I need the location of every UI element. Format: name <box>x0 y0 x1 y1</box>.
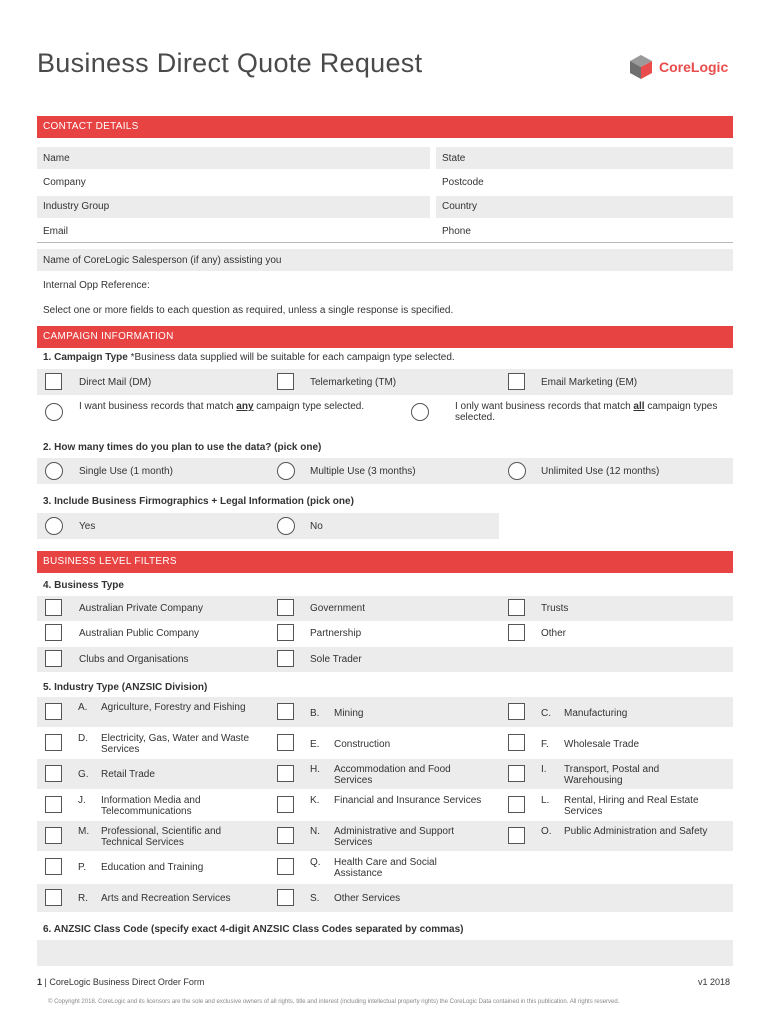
footer-version: v1 2018 <box>698 977 731 987</box>
public-company-checkbox[interactable] <box>45 624 62 641</box>
q4-label: 4. Business Type <box>43 580 124 591</box>
industry-j-checkbox[interactable] <box>45 796 62 813</box>
q1-label: 1. Campaign Type <box>43 352 128 363</box>
multiple-use-label: Multiple Use (3 months) <box>310 466 416 477</box>
footer-page-label <box>37 977 204 987</box>
industry-h-code: H. <box>310 764 320 775</box>
industry-q-checkbox[interactable] <box>277 858 294 875</box>
yes-label: Yes <box>79 521 96 532</box>
company-label: Company <box>43 177 86 188</box>
industry-m-checkbox[interactable] <box>45 827 62 844</box>
industry-e-label: Construction <box>334 739 391 750</box>
match-all-radio[interactable] <box>411 403 429 421</box>
other-label: Other <box>541 628 567 639</box>
state-label: State <box>442 153 466 164</box>
partnership-label: Partnership <box>310 628 362 639</box>
internal-ref-label: Internal Opp Reference: <box>43 280 150 291</box>
industry-i-code: I. <box>541 764 547 775</box>
match-all-label <box>455 401 733 423</box>
industry-o-code: O. <box>541 826 552 837</box>
industry-p-code: P. <box>78 862 87 873</box>
anzsic-code-field[interactable] <box>37 940 733 966</box>
public-company-label: Australian Public Company <box>79 628 200 639</box>
industry-l-label: Rental, Hiring and Real Estate Services <box>564 795 699 817</box>
sole-trader-checkbox[interactable] <box>277 650 294 667</box>
industry-a-checkbox[interactable] <box>45 703 62 720</box>
private-company-label: Australian Private Company <box>79 603 203 614</box>
industry-o-checkbox[interactable] <box>508 827 525 844</box>
industry-q-code: Q. <box>310 857 321 868</box>
instruction-text: Select one or more fields to each question as required, unless a single response is specified. <box>43 305 454 316</box>
q6-label: 6. ANZSIC Class Code (specify exact 4-digit ANZSIC Class Codes separated by commas) <box>43 924 464 935</box>
q1-text <box>43 352 455 363</box>
multiple-use-radio[interactable] <box>277 462 295 480</box>
government-checkbox[interactable] <box>277 599 294 616</box>
industry-k-label: Financial and Insurance Services <box>334 795 482 806</box>
industry-c-code: C. <box>541 708 551 719</box>
industry-d-label: Electricity, Gas, Water and Waste Services <box>101 733 250 755</box>
industry-j-label: Information Media and Telecommunications <box>101 795 201 817</box>
match-all-text-pre: I only want business records that match <box>455 401 634 412</box>
industry-b-label: Mining <box>334 708 364 719</box>
single-use-radio[interactable] <box>45 462 63 480</box>
form-name: | CoreLogic Business Direct Order Form <box>42 977 205 987</box>
industry-k-checkbox[interactable] <box>277 796 294 813</box>
match-any-text-pre: I want business records that match <box>79 401 237 412</box>
match-any-text-post: campaign type selected. <box>253 401 365 412</box>
industry-i-label: Transport, Postal and Warehousing <box>564 764 660 786</box>
logo-text: CoreLogic <box>659 59 729 75</box>
industry-r-code: R. <box>78 893 88 904</box>
name-field[interactable] <box>37 147 430 169</box>
industry-s-label: Other Services <box>334 893 401 904</box>
clubs-checkbox[interactable] <box>45 650 62 667</box>
industry-h-label: Accommodation and Food Services <box>334 764 451 786</box>
business-filters-header: BUSINESS LEVEL FILTERS <box>37 551 733 573</box>
divider <box>37 242 733 243</box>
partnership-checkbox[interactable] <box>277 624 294 641</box>
industry-b-code: B. <box>310 708 320 719</box>
q3-label: 3. Include Business Firmographics + Legal Information (pick one) <box>43 496 354 507</box>
industry-n-label: Administrative and Support Services <box>334 826 455 848</box>
industry-g-label: Retail Trade <box>101 769 155 780</box>
clubs-label: Clubs and Organisations <box>79 654 189 665</box>
match-all-text-post: campaign types selected. <box>455 401 718 423</box>
industry-p-checkbox[interactable] <box>45 858 62 875</box>
country-field[interactable] <box>436 196 733 218</box>
telemarketing-checkbox[interactable] <box>277 373 294 390</box>
industry-g-checkbox[interactable] <box>45 765 62 782</box>
country-label: Country <box>442 201 478 212</box>
q1-note: *Business data supplied will be suitable for each campaign type selected. <box>130 352 455 363</box>
industry-d-code: D. <box>78 733 88 744</box>
direct-mail-checkbox[interactable] <box>45 373 62 390</box>
industry-s-code: S. <box>310 893 320 904</box>
trusts-checkbox[interactable] <box>508 599 525 616</box>
q2-label: 2. How many times do you plan to use the data? (pick one) <box>43 442 322 453</box>
industry-j-code: J. <box>78 795 86 806</box>
industry-d-checkbox[interactable] <box>45 734 62 751</box>
trusts-label: Trusts <box>541 603 569 614</box>
match-any-radio[interactable] <box>45 403 63 421</box>
page-title: Business Direct Quote Request <box>37 48 423 78</box>
industry-c-checkbox[interactable] <box>508 703 525 720</box>
single-use-label: Single Use (1 month) <box>79 466 173 477</box>
match-any-word: any <box>236 401 254 412</box>
unlimited-use-label: Unlimited Use (12 months) <box>541 466 660 477</box>
private-company-checkbox[interactable] <box>45 599 62 616</box>
contact-details-header: CONTACT DETAILS <box>37 116 733 138</box>
industry-p-label: Education and Training <box>101 862 204 873</box>
no-label: No <box>310 521 323 532</box>
industry-h-checkbox[interactable] <box>277 765 294 782</box>
industry-e-checkbox[interactable] <box>277 734 294 751</box>
industry-r-label: Arts and Recreation Services <box>101 893 231 904</box>
industry-n-code: N. <box>310 826 320 837</box>
corelogic-cube-icon <box>628 54 654 80</box>
industry-o-label: Public Administration and Safety <box>564 826 708 837</box>
industry-a-code: A. <box>78 702 88 713</box>
industry-b-checkbox[interactable] <box>277 703 294 720</box>
industry-f-checkbox[interactable] <box>508 734 525 751</box>
corelogic-logo <box>628 52 738 82</box>
campaign-info-header: CAMPAIGN INFORMATION <box>37 326 733 348</box>
unlimited-use-radio[interactable] <box>508 462 526 480</box>
telemarketing-label: Telemarketing (TM) <box>310 377 397 388</box>
government-label: Government <box>310 603 366 614</box>
name-label: Name <box>43 153 70 164</box>
postcode-label: Postcode <box>442 177 484 188</box>
no-radio[interactable] <box>277 517 295 535</box>
match-any-label <box>79 401 379 412</box>
firmographics-row <box>37 513 499 539</box>
match-all-word: all <box>633 401 645 412</box>
state-field[interactable] <box>436 147 733 169</box>
industry-m-code: M. <box>78 826 90 837</box>
industry-group-label: Industry Group <box>43 201 110 212</box>
phone-label: Phone <box>442 226 471 237</box>
industry-m-label: Professional, Scientific and Technical Services <box>101 826 222 848</box>
industry-i-checkbox[interactable] <box>508 765 525 782</box>
industry-n-checkbox[interactable] <box>277 827 294 844</box>
yes-radio[interactable] <box>45 517 63 535</box>
page-number: 1 <box>37 977 43 987</box>
other-checkbox[interactable] <box>508 624 525 641</box>
industry-k-code: K. <box>310 795 320 806</box>
industry-l-code: L. <box>541 795 550 806</box>
industry-e-code: E. <box>310 739 320 750</box>
industry-s-checkbox[interactable] <box>277 889 294 906</box>
email-label: Email <box>43 226 69 237</box>
industry-f-label: Wholesale Trade <box>564 739 640 750</box>
industry-q-label: Health Care and Social Assistance <box>334 857 437 879</box>
sole-trader-label: Sole Trader <box>310 654 362 665</box>
salesperson-label: Name of CoreLogic Salesperson (if any) assisting you <box>43 255 282 266</box>
industry-l-checkbox[interactable] <box>508 796 525 813</box>
email-marketing-checkbox[interactable] <box>508 373 525 390</box>
direct-mail-label: Direct Mail (DM) <box>79 377 152 388</box>
industry-r-checkbox[interactable] <box>45 889 62 906</box>
industry-c-label: Manufacturing <box>564 708 628 719</box>
industry-a-label: Agriculture, Forestry and Fishing <box>101 702 246 713</box>
q5-label: 5. Industry Type (ANZSIC Division) <box>43 682 208 693</box>
email-marketing-label: Email Marketing (EM) <box>541 377 638 388</box>
copyright-notice: © Copyright 2018. CoreLogic and its licensors are the sole and exclusive owners of all rights, title and interest (including intellectual property rights) the CoreLogic Data contained in this publication. All rights reserved. <box>48 999 620 1005</box>
industry-f-code: F. <box>541 739 549 750</box>
industry-g-code: G. <box>78 769 89 780</box>
